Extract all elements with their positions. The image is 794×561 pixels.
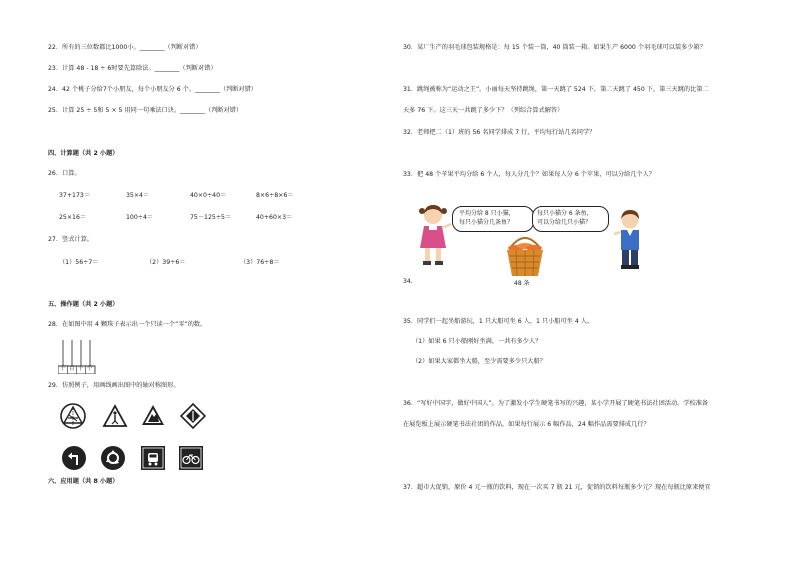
bubble-right-line1: 每只小猫分 6 条鱼， <box>537 210 593 217</box>
question-25: 25．计算 25 ÷ 5和 5 × 5 用同一句乘法口诀。________（判断对错） <box>48 107 243 114</box>
question-34: 34． <box>403 278 418 285</box>
question-26: 26．口算。 <box>48 170 81 177</box>
sign-roundabout-icon <box>100 445 126 471</box>
bubble-left-line1: 平均分给 8 只小猫， <box>459 210 515 217</box>
question-27: 27．竖式计算。 <box>48 236 93 243</box>
abacus-label: 百 <box>69 366 75 372</box>
sign-falling-rocks-icon <box>140 403 166 429</box>
sign-turn-left-icon <box>61 445 87 471</box>
question-32: 32．老师把二（1）班的 56 名同学排成 7 行，平均每行站几名同学？ <box>403 129 596 136</box>
calc-cell: 35×4＝ <box>126 192 150 199</box>
question-22: 22．所有的三位数都比1000小。________（判断对错） <box>48 44 202 51</box>
calc-cell: 40×0÷40＝ <box>190 192 227 199</box>
section-4-heading: 四、计算题（共 2 小题） <box>48 150 119 157</box>
question-28: 28．在如图中用 4 颗珠子表示出一个只读一个“零”的数。 <box>48 321 207 328</box>
abacus[interactable] <box>58 338 96 374</box>
calc-cell: 8×6÷8×6＝ <box>256 192 294 199</box>
calc-cell: 100÷4＝ <box>126 214 154 221</box>
abacus-label: 十 <box>78 366 84 372</box>
question-30: 30．某厂生产的羽毛球包装规格是：每 15 个装一筒，40 筒装一箱。如果生产 6000 个羽毛球可以装多少箱？ <box>403 44 706 51</box>
question-35-part2: （2）如果大家都坐大船，至少需要多少只大船？ <box>412 358 546 365</box>
speech-bubble-left <box>452 206 534 232</box>
sign-car-icon <box>140 445 166 471</box>
question-35: 35．同学们一起坐船游玩，1 只大船可坐 6 人，1 只小船可坐 4 人。 <box>403 318 594 325</box>
sign-example-triangle-icon <box>60 403 86 429</box>
question-36-line2: 在展览板上展示硬笔书法社团的作品，如果每行展示 6 幅作品，24 幅作品需要排成几行？ <box>403 421 650 428</box>
girl-illustration <box>413 204 453 268</box>
abacus-label: 个 <box>87 366 93 372</box>
question-31-line2: 天多 76 下。这三天一共跳了多少下？（列综合算式解答） <box>403 107 564 114</box>
question-23: 23．计算 48 - 18 ÷ 6时要先算除法。________（判断对错） <box>48 65 217 72</box>
calc-cell: 25×16＝ <box>59 214 87 221</box>
question-33: 33．把 48 个苹果平均分给 6 个人，每人分几个？如果每人分 6 个苹果，可以分给几个人？ <box>403 171 655 178</box>
question-36-line1: 36．“写好中国字，做好中国人”。为了激发小学生硬笔书写的兴趣，某小学开展了硬笔书法社团活动。学校准备 <box>403 400 709 407</box>
basket-label: 48 条 <box>514 280 530 287</box>
fish-basket-icon <box>502 234 548 278</box>
bubble-left-line2: 每只小猫分几条鱼？ <box>459 219 514 226</box>
vertical-calc: （3）76÷8＝ <box>240 259 280 266</box>
calc-cell: 40+60×3＝ <box>256 214 293 221</box>
sign-diamond-icon <box>180 403 206 429</box>
vertical-calc: （2）39÷6＝ <box>146 259 186 266</box>
speech-bubble-right <box>532 206 609 232</box>
question-31-line1: 31．跳绳被称为“运动之王”。小丽每天坚持跳绳，第一天跳了 524 下，第二天跳了 450 下，第三天跳的比第二 <box>403 86 709 93</box>
sign-pedestrian-icon <box>102 404 128 430</box>
bubble-right-line2: 可以分给几只小猫？ <box>537 219 592 226</box>
section-6-heading: 六、应用题（共 8 小题） <box>48 478 119 485</box>
question-37: 37．超市大促销，原价 4 元一瓶的饮料，现在一次买 7 瓶 21 元，促销的饮料每瓶多少元？现在每瓶比原来便宜 <box>403 484 711 491</box>
sign-bicycle-icon <box>178 445 204 471</box>
section-5-heading: 五、操作题（共 2 小题） <box>48 301 119 308</box>
calc-cell: 75－125÷5＝ <box>190 214 232 221</box>
abacus-label: 千 <box>60 366 66 372</box>
question-35-part1: （1）如果 6 只小船刚好坐满，一共有多少人？ <box>412 338 542 345</box>
question-29: 29．仿照例子，用画线画出图中的轴对称图形。 <box>48 382 180 389</box>
boy-illustration <box>612 210 648 270</box>
vertical-calc: （1）56÷7＝ <box>59 259 99 266</box>
question-24: 24．42 个桃子分给7个小朋友，每个小朋友分 6 个。________（判断对错） <box>48 86 257 93</box>
calc-cell: 37+173＝ <box>59 192 91 199</box>
